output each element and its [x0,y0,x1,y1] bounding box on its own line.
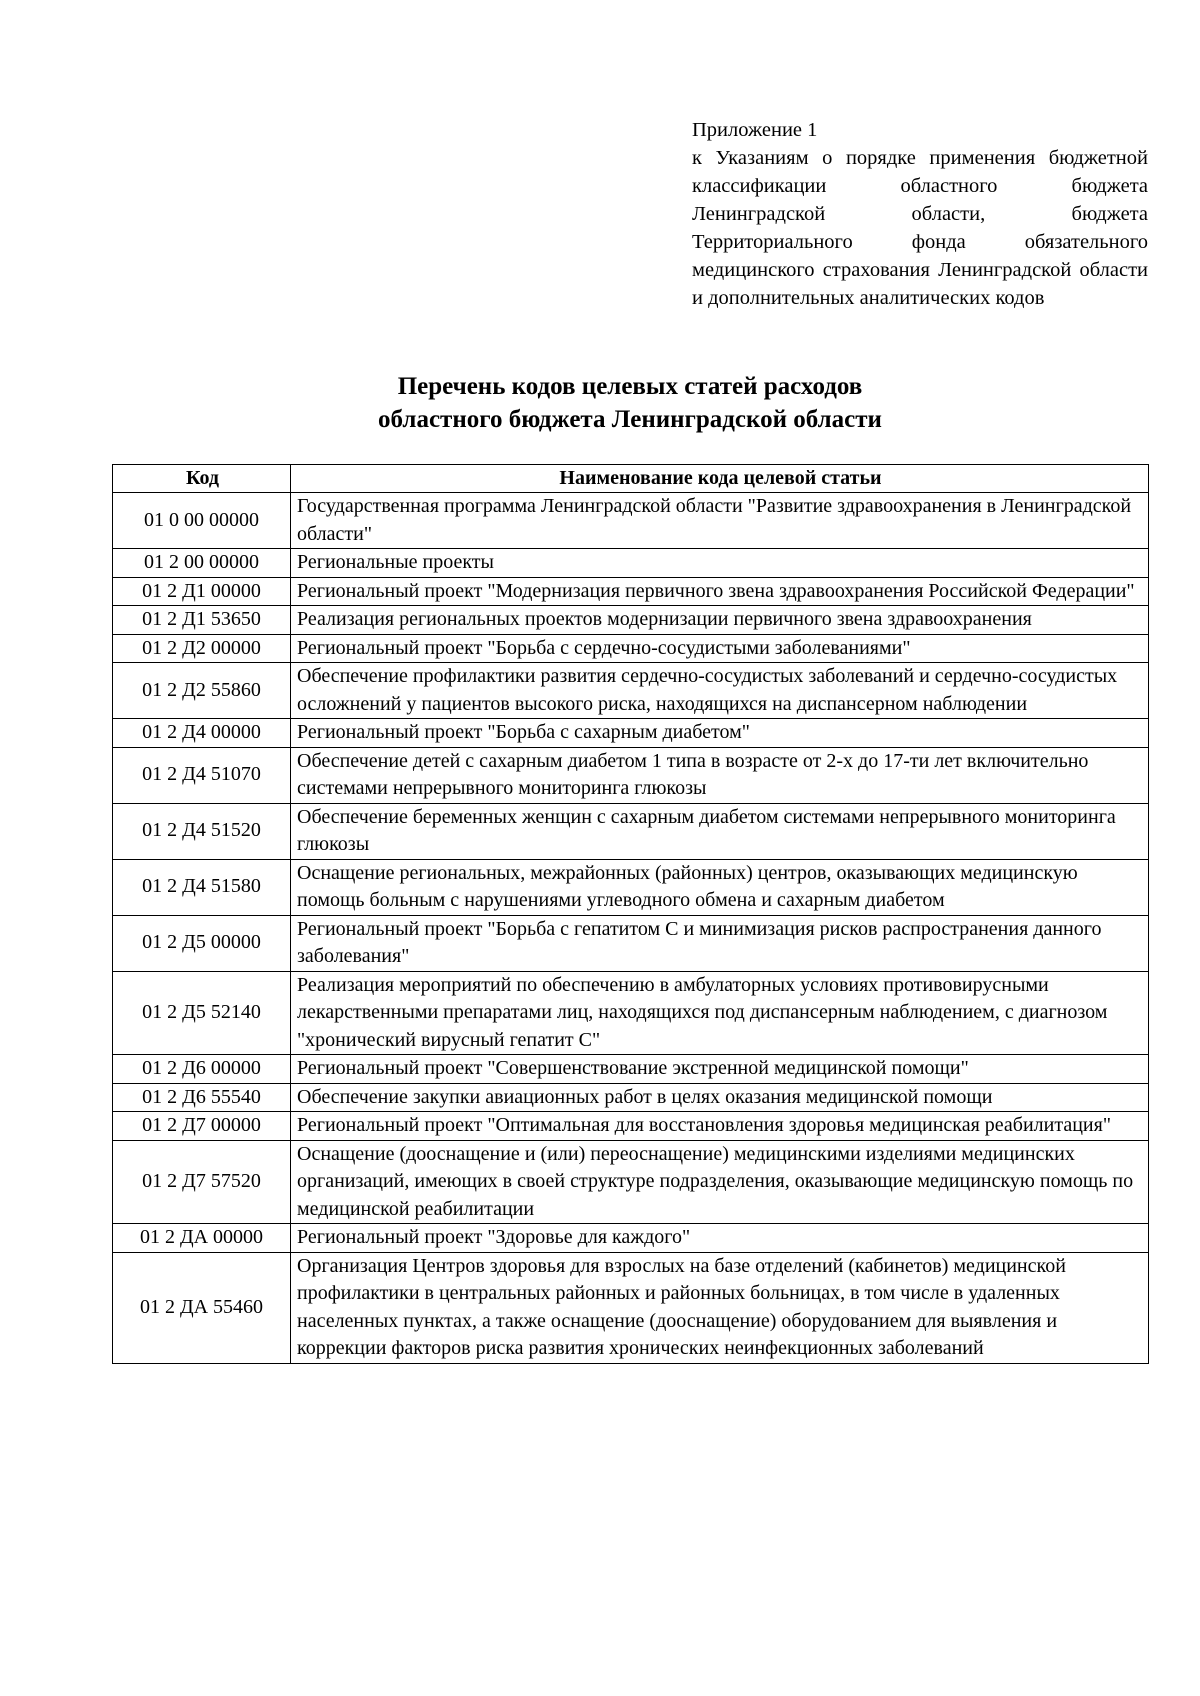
document-title [0,370,1200,436]
row-code: 01 2 00 00000 [113,549,291,578]
row-name: Организация Центров здоровья для взрослых на базе отделений (кабинетов) медицинской профилактики в центральных районных и районных больницах, в том числе в удаленных населенных пунктах, а также оснащение (дооснащение) оборудованием для выявления и коррекции факторов риска развития хронических неинфекционных заболеваний [291,1252,1149,1363]
row-name: Оснащение региональных, межрайонных (районных) центров, оказывающих медицинскую помощь больным с нарушениями углеводного обмена и сахарным диабетом [291,859,1149,915]
table-row [113,719,1149,748]
table-row [113,634,1149,663]
table-row [113,549,1149,578]
row-name: Реализация мероприятий по обеспечению в амбулаторных условиях противовирусными лекарственными препаратами лиц, находящихся под диспансерным наблюдением, с диагнозом "хронический вирусный гепатит С" [291,971,1149,1055]
row-code: 01 0 00 00000 [113,493,291,549]
row-name: Региональные проекты [291,549,1149,578]
row-name: Региональный проект "Оптимальная для восстановления здоровья медицинская реабилитация" [291,1112,1149,1141]
header-code: Код [113,465,291,493]
table-header-row [113,465,1149,493]
row-code: 01 2 Д6 55540 [113,1083,291,1112]
document-title-line-1: Перечень кодов целевых статей расходов [397,373,863,400]
table-row [113,1055,1149,1084]
table-row [113,1224,1149,1253]
row-code: 01 2 Д4 51580 [113,859,291,915]
row-code: 01 2 ДА 00000 [113,1224,291,1253]
table-row [113,803,1149,859]
row-code: 01 2 Д7 00000 [113,1112,291,1141]
appendix-block [692,116,1148,312]
table-row [113,1140,1149,1224]
row-name: Региональный проект "Модернизация первичного звена здравоохранения Российской Федерации" [291,577,1149,606]
row-name: Обеспечение беременных женщин с сахарным диабетом системами непрерывного мониторинга глюкозы [291,803,1149,859]
row-name: Оснащение (дооснащение и (или) переоснащение) медицинскими изделиями медицинских организаций, имеющих в своей структуре подразделения, оказывающие медицинскую помощь по медицинской реабилитации [291,1140,1149,1224]
row-code: 01 2 Д4 51070 [113,747,291,803]
row-name: Региональный проект "Борьба с сахарным диабетом" [291,719,1149,748]
row-code: 01 2 Д4 00000 [113,719,291,748]
row-code: 01 2 Д1 00000 [113,577,291,606]
appendix-text: к Указаниям о порядке применения бюджетной классификации областного бюджета Ленинградской области, бюджета Территориального фонда обязательного медицинского страхования Ленинградской области и дополнительных аналитических кодов [692,147,1148,309]
appendix-title: Приложение 1 [692,119,818,141]
table-row [113,606,1149,635]
table-row [113,1112,1149,1141]
table-row [113,577,1149,606]
document-title-line-2: областного бюджета Ленинградской области [378,406,882,433]
row-name: Обеспечение закупки авиационных работ в целях оказания медицинской помощи [291,1083,1149,1112]
row-code: 01 2 Д5 52140 [113,971,291,1055]
header-name: Наименование кода целевой статьи [291,465,1149,493]
row-code: 01 2 Д5 00000 [113,915,291,971]
row-code: 01 2 Д2 00000 [113,634,291,663]
table-row [113,1083,1149,1112]
row-name: Обеспечение детей с сахарным диабетом 1 типа в возрасте от 2-х до 17-ти лет включительно системами непрерывного мониторинга глюкозы [291,747,1149,803]
table-row [113,493,1149,549]
row-name: Реализация региональных проектов модернизации первичного звена здравоохранения [291,606,1149,635]
table-row [113,971,1149,1055]
row-code: 01 2 Д1 53650 [113,606,291,635]
row-code: 01 2 Д6 00000 [113,1055,291,1084]
table-row [113,915,1149,971]
row-name: Региональный проект "Здоровье для каждого" [291,1224,1149,1253]
row-code: 01 2 Д2 55860 [113,663,291,719]
table-row [113,747,1149,803]
row-name: Региональный проект "Борьба с сердечно-сосудистыми заболеваниями" [291,634,1149,663]
row-code: 01 2 Д7 57520 [113,1140,291,1224]
row-code: 01 2 ДА 55460 [113,1252,291,1363]
table-row [113,859,1149,915]
row-code: 01 2 Д4 51520 [113,803,291,859]
table-row [113,663,1149,719]
row-name: Обеспечение профилактики развития сердечно-сосудистых заболеваний и сердечно-сосудистых осложнений у пациентов высокого риска, находящихся на диспансерном наблюдении [291,663,1149,719]
codes-table [112,464,1149,1364]
row-name: Региональный проект "Совершенствование экстренной медицинской помощи" [291,1055,1149,1084]
table-row [113,1252,1149,1363]
row-name: Государственная программа Ленинградской области "Развитие здравоохранения в Ленинградской области" [291,493,1149,549]
row-name: Региональный проект "Борьба с гепатитом С и минимизация рисков распространения данного заболевания" [291,915,1149,971]
